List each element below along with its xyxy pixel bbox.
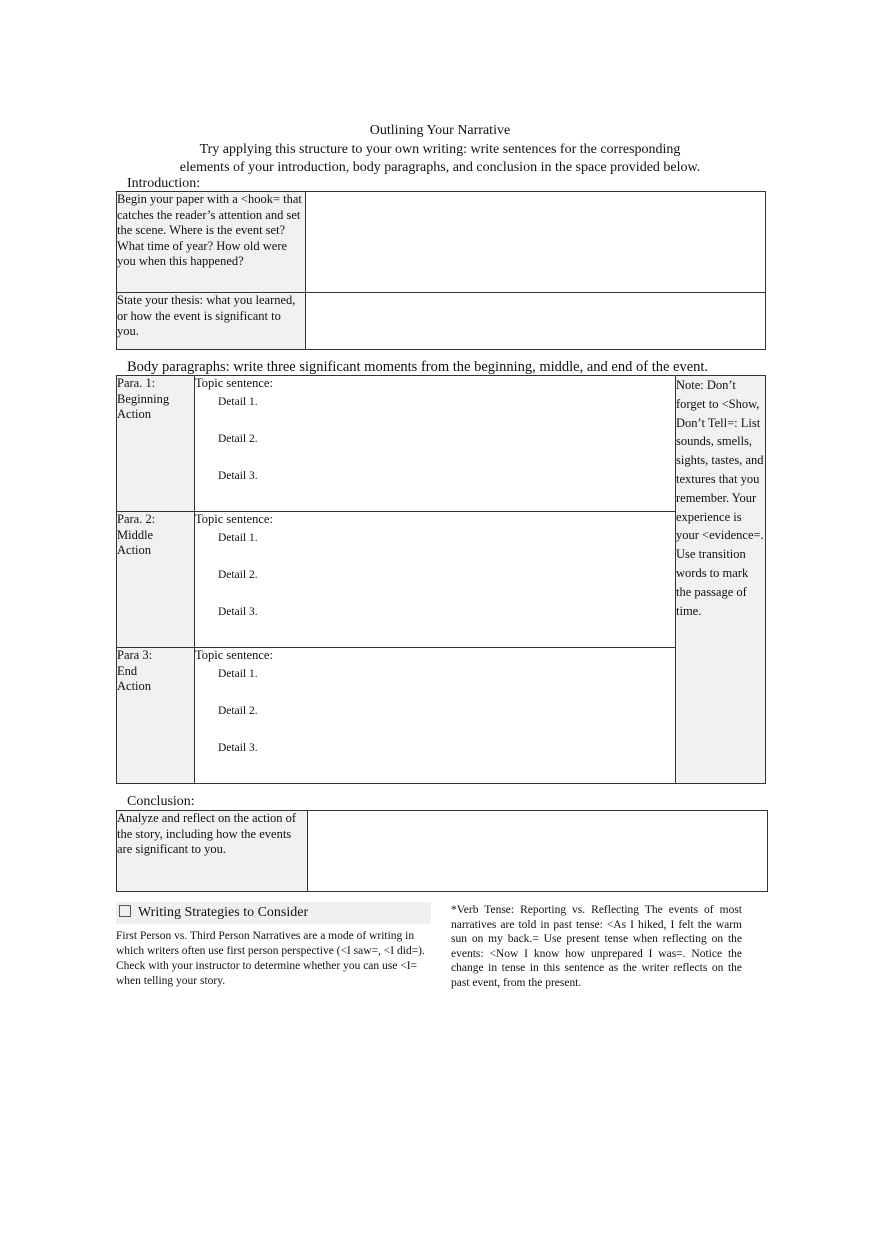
para-1-content[interactable] <box>195 376 676 512</box>
introduction-table <box>116 191 766 350</box>
para-3-content[interactable] <box>195 648 676 784</box>
topic-sentence-label: Topic sentence: <box>195 512 273 526</box>
thesis-prompt: State your thesis: what you learned, or how the event is significant to you. <box>117 293 306 350</box>
first-person-strategy-text: First Person vs. Third Person Narratives are a mode of writing in which writers often use first person perspective (<I saw=, <I did=). Check with your instructor to determine whether you can use <I= when telling your story. <box>116 930 425 987</box>
thesis-answer-field[interactable] <box>306 293 766 350</box>
body-table <box>116 375 766 784</box>
strategies-heading-bar <box>116 902 431 924</box>
para-1-label: Para. 1: Beginning Action <box>117 376 195 512</box>
page-header <box>0 122 880 176</box>
page-title: Outlining Your Narrative <box>369 123 511 138</box>
conclusion-answer-field[interactable] <box>308 811 768 892</box>
detail-1-label: Detail 1. <box>218 532 258 544</box>
checkbox-icon <box>119 905 131 917</box>
detail-1-label: Detail 1. <box>218 668 258 680</box>
instructions-line-2: elements of your introduction, body paragraphs, and conclusion in the space provided below. <box>179 160 701 175</box>
para-3-label: Para 3: End Action <box>117 648 195 784</box>
detail-2-label: Detail 2. <box>218 433 258 445</box>
detail-2-label: Detail 2. <box>218 705 258 717</box>
hook-answer-field[interactable] <box>306 192 766 293</box>
topic-sentence-label: Topic sentence: <box>195 376 273 390</box>
body-paragraphs-label: Body paragraphs: write three significant moments from the beginning, middle, and end of the event. <box>127 359 709 375</box>
para-2-content[interactable] <box>195 512 676 648</box>
verb-tense-strategy-text: *Verb Tense: Reporting vs. Reflecting The events of most narratives are told in past tense: <As I hiked, I felt the warm sun on my back.= Use present tense when reflecting on the events: <Now I know how unprepared I was=. Notice the change in tense in this sentence as the writer reflects on the past event, from the present. <box>451 904 742 989</box>
hook-prompt: Begin your paper with a <hook= that catches the reader’s attention and set the scene. Where is the event set? What time of year? How old were you when this happened? <box>117 192 306 293</box>
topic-sentence-label: Topic sentence: <box>195 648 273 662</box>
detail-1-label: Detail 1. <box>218 396 258 408</box>
para-2-label: Para. 2: Middle Action <box>117 512 195 648</box>
detail-3-label: Detail 3. <box>218 742 258 754</box>
conclusion-label: Conclusion: <box>127 794 195 809</box>
conclusion-prompt: Analyze and reflect on the action of the story, including how the events are significant to you. <box>117 811 308 892</box>
conclusion-table <box>116 810 768 892</box>
note-box: Note: Don’t forget to <Show, Don’t Tell=: List sounds, smells, sights, tastes, and textures that you remember. Your experience is your <evidence=. Use transition words to mark the passage of time. <box>676 376 766 784</box>
detail-2-label: Detail 2. <box>218 569 258 581</box>
detail-3-label: Detail 3. <box>218 606 258 618</box>
strategies-heading: Writing Strategies to Consider <box>138 905 309 920</box>
introduction-label: Introduction: <box>127 176 201 191</box>
detail-3-label: Detail 3. <box>218 470 258 482</box>
instructions-line-1: Try applying this structure to your own writing: write sentences for the corresponding <box>199 142 681 157</box>
